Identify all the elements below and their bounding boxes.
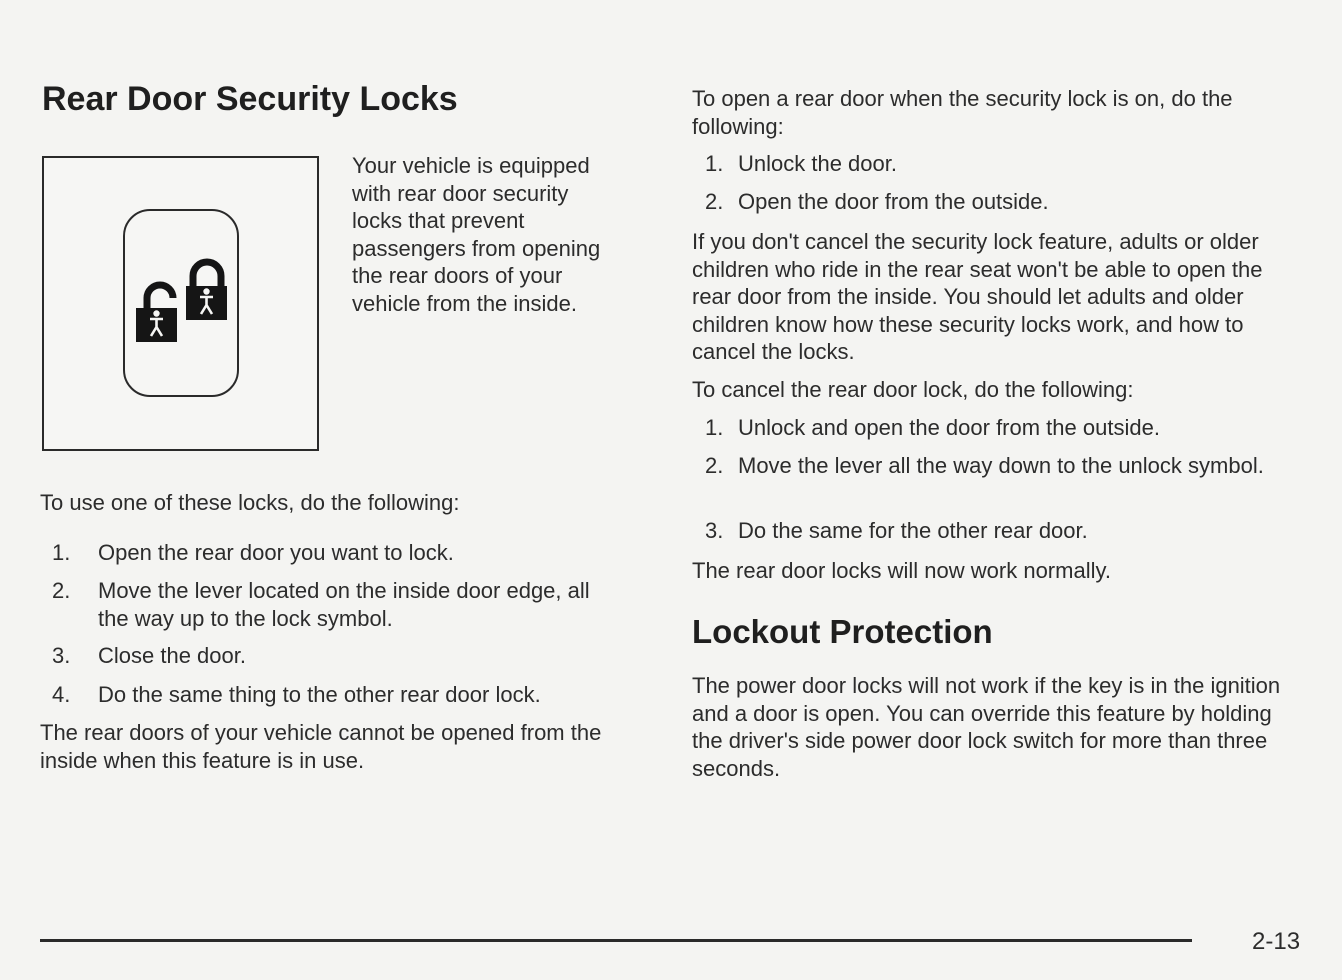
list-item	[52, 577, 612, 632]
step-text: Unlock the door.	[738, 151, 897, 176]
step-text: Do the same for the other rear door.	[738, 518, 1088, 543]
step-number: 2.	[705, 189, 724, 214]
security-lock-illustration	[42, 156, 319, 451]
step-text: Close the door.	[98, 643, 246, 668]
warning-paragraph: If you don't cancel the security lock feature, adults or older children who ride in the rear seat won't be able to open the rear door from the inside. You should let adults and older children know how these security locks work, and how to cancel the locks.	[692, 229, 1263, 364]
section-title-rear-door-security-locks: Rear Door Security Locks	[42, 80, 458, 118]
list-item	[705, 452, 1265, 480]
list-item	[705, 517, 1265, 545]
step-number: 3.	[705, 518, 724, 543]
intro-line: locks that prevent	[352, 208, 525, 233]
list-item	[52, 539, 612, 567]
step-text: Unlock and open the door from the outside.	[738, 415, 1160, 440]
intro-line: the rear doors of your	[352, 263, 563, 288]
section-title-lockout-protection: Lockout Protection	[692, 613, 993, 650]
step-number: 4.	[52, 682, 71, 707]
list-item	[705, 414, 1265, 442]
step-text: Open the door from the outside.	[738, 189, 1049, 214]
list-item	[705, 188, 1305, 216]
intro-line: vehicle from the inside.	[352, 290, 577, 316]
use-intro: To use one of these locks, do the following:	[40, 490, 460, 515]
open-intro: To open a rear door when the security lock is on, do the following:	[692, 86, 1233, 139]
footer-rule	[40, 939, 1192, 942]
step-text: Move the lever all the way down to the unlock symbol.	[738, 453, 1264, 478]
step-number: 2.	[705, 453, 724, 478]
child-safety-lock-icon	[44, 158, 317, 449]
cancel-closing: The rear door locks will now work normally.	[692, 558, 1111, 583]
list-item	[705, 150, 1305, 178]
step-text: Open the rear door you want to lock.	[98, 540, 454, 565]
intro-line: Your vehicle is equipped	[352, 153, 590, 178]
intro-line: passengers from opening	[352, 235, 601, 261]
step-number: 1.	[705, 415, 724, 440]
intro-line: with rear door security	[352, 180, 569, 206]
closing-paragraph: The rear doors of your vehicle cannot be opened from the inside when this feature is in use.	[40, 720, 602, 773]
step-text: Move the lever located on the inside door edge, all the way up to the lock symbol.	[98, 578, 590, 631]
step-text: Do the same thing to the other rear door lock.	[98, 682, 541, 707]
step-number: 1.	[52, 540, 71, 565]
lockout-paragraph: The power door locks will not work if the key is in the ignition and a door is open. You can override this feature by holding the driver's side power door lock switch for more than three seconds.	[692, 673, 1281, 781]
list-item	[52, 681, 612, 709]
step-number: 3.	[52, 643, 71, 668]
cancel-intro: To cancel the rear door lock, do the following:	[692, 377, 1134, 402]
step-number: 1.	[705, 151, 724, 176]
page-number: 2-13	[1252, 928, 1301, 955]
list-item	[52, 642, 612, 670]
step-number: 2.	[52, 578, 71, 603]
